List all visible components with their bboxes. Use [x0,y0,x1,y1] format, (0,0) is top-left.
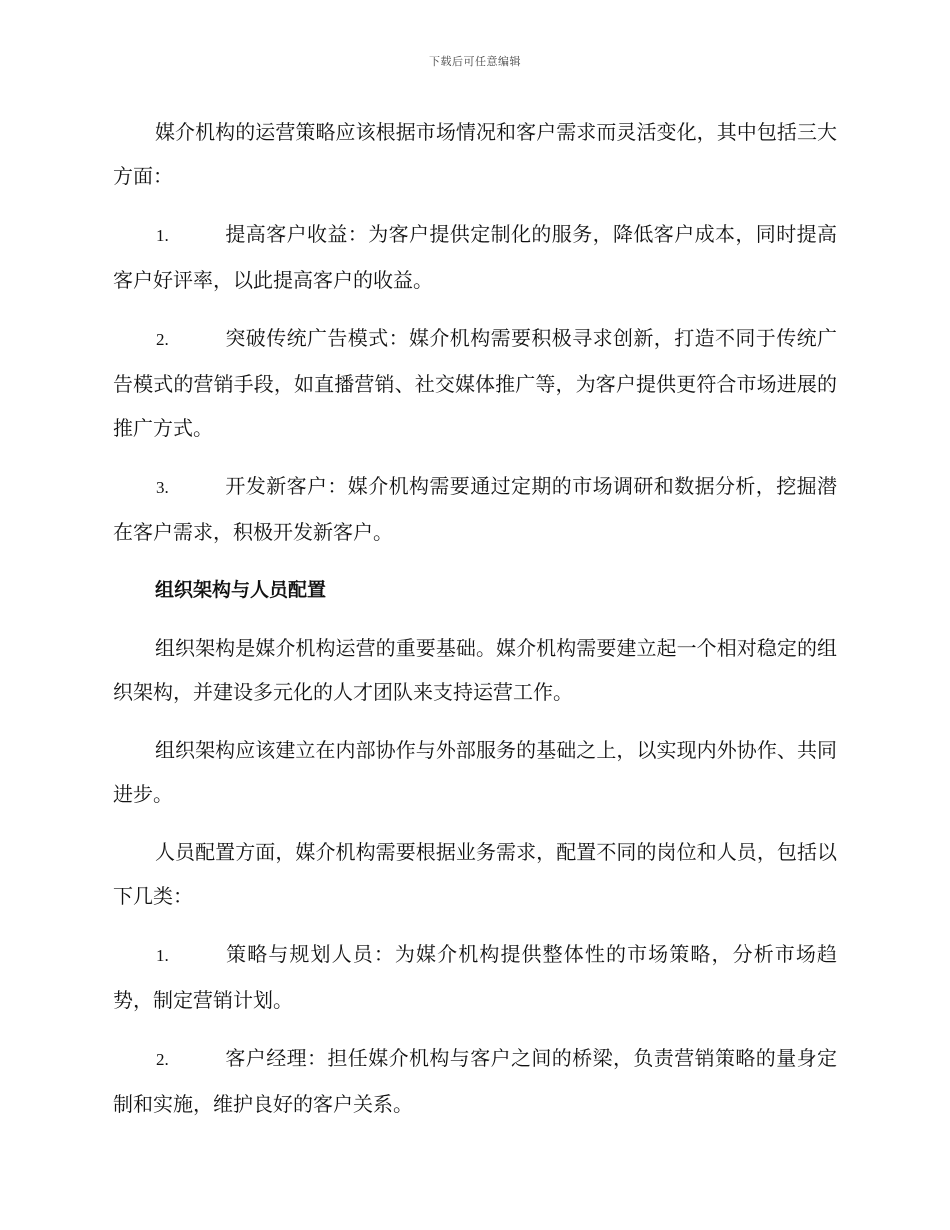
list-item [113,316,837,450]
intro-paragraph: 媒介机构的运营策略应该根据市场情况和客户需求而灵活变化，其中包括三大方面： [113,120,837,188]
list-item [113,1036,837,1126]
page-header: 下载后可任意编辑 [429,55,521,68]
body-paragraph: 组织架构是媒介机构运营的重要基础。媒介机构需要建立起一个相对稳定的组织架构，并建设多元化的人才团队来支持运营工作。 [113,636,837,704]
list-item-number: 2. [156,330,169,349]
list-item-number: 1. [156,226,169,245]
list-item [113,212,837,302]
list-item-text: 提高客户收益：为客户提供定制化的服务，降低客户成本，同时提高客户好评率，以此提高客户的收益。 [113,222,837,292]
body-paragraph: 人员配置方面，媒介机构需要根据业务需求，配置不同的岗位和人员，包括以下几类： [113,840,837,908]
list-item [113,464,837,554]
list-item-number: 3. [156,478,169,497]
list-item-number: 2. [156,1050,169,1069]
body-paragraph: 组织架构应该建立在内部协作与外部服务的基础之上，以实现内外协作、共同进步。 [113,738,837,806]
list-item-text: 客户经理：担任媒介机构与客户之间的桥梁，负责营销策略的量身定制和实施，维护良好的客户关系。 [113,1046,837,1116]
section-heading: 组织架构与人员配置 [155,579,327,601]
list-item-text: 策略与规划人员：为媒介机构提供整体性的市场策略，分析市场趋势，制定营销计划。 [113,942,837,1012]
list-item-text: 开发新客户：媒介机构需要通过定期的市场调研和数据分析，挖掘潜在客户需求，积极开发新客户。 [113,474,837,544]
list-item-number: 1. [156,946,169,965]
list-item-text: 突破传统广告模式：媒介机构需要积极寻求创新，打造不同于传统广告模式的营销手段，如直播营销、社交媒体推广等，为客户提供更符合市场进展的推广方式。 [113,326,837,440]
document-body [113,110,837,1140]
list-item [113,932,837,1022]
